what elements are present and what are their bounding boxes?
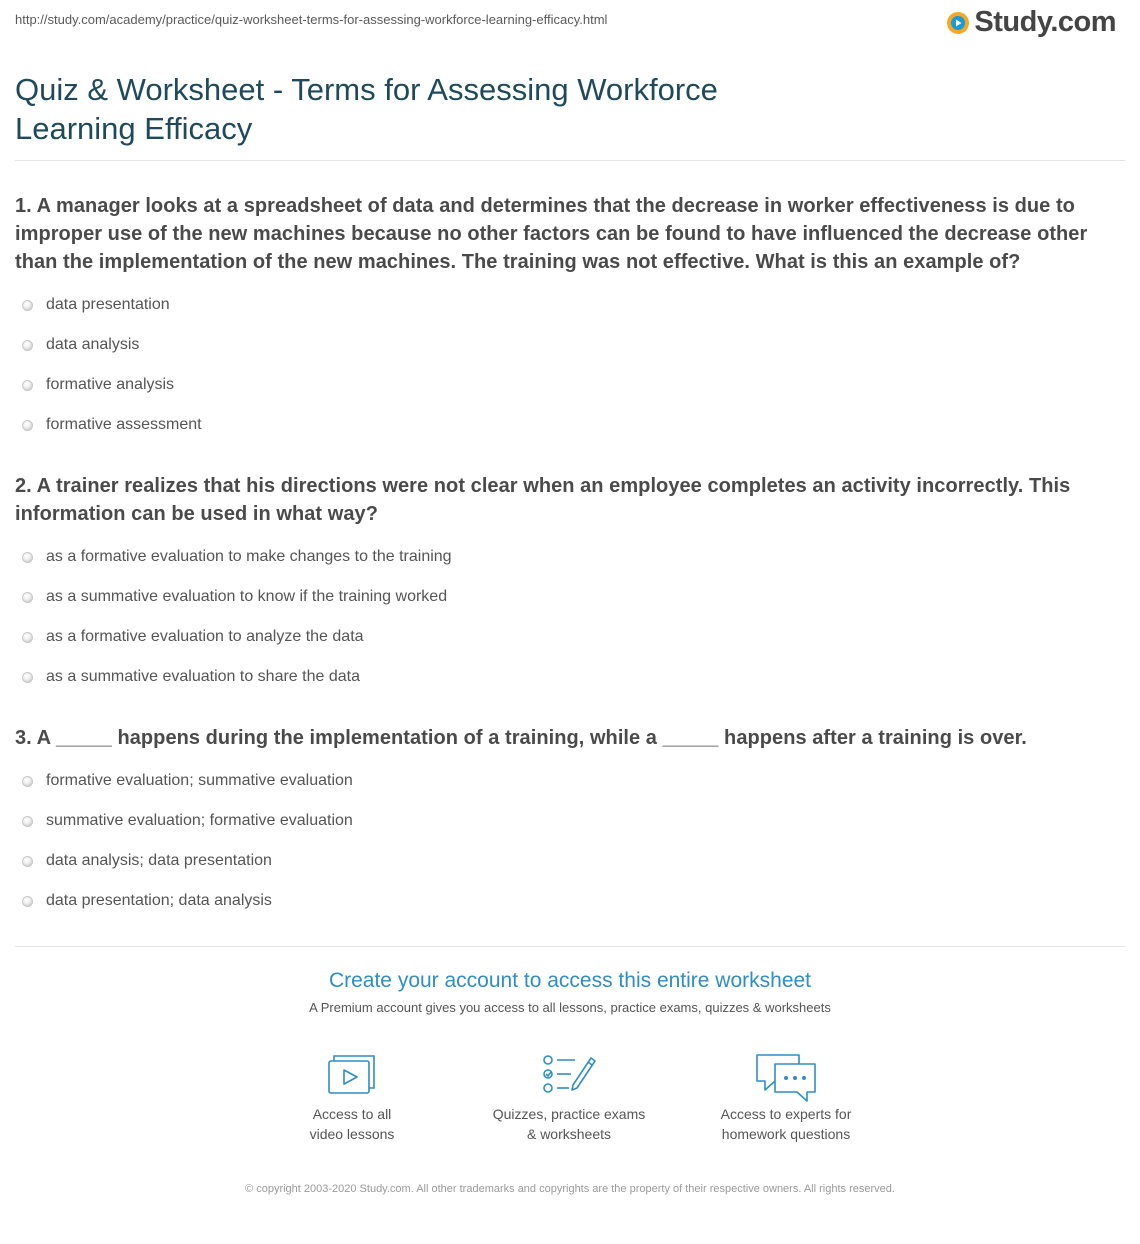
- feature-line: Quizzes, practice exams: [492, 1106, 646, 1122]
- answer-label: data analysis: [46, 336, 140, 353]
- answer-label: data presentation: [46, 296, 170, 313]
- answer-option[interactable]: [22, 334, 202, 374]
- feature-line: & worksheets: [526, 1126, 612, 1142]
- feature-line: homework questions: [721, 1126, 851, 1142]
- question-3: 3. A _____ happens during the implementation of a training, while a _____ happens after a training is over.: [15, 727, 1027, 749]
- radio-button[interactable]: [22, 672, 33, 683]
- answer-label: as a formative evaluation to make changes to the training: [46, 548, 452, 565]
- answer-option[interactable]: [22, 414, 202, 454]
- radio-button[interactable]: [22, 420, 33, 431]
- answer-label: as a summative evaluation to know if the training worked: [46, 588, 448, 605]
- feature-quizzes: [479, 1052, 659, 1144]
- answer-option[interactable]: [22, 810, 353, 850]
- answer-list-3: [22, 770, 353, 930]
- question-2: 2. A trainer realizes that his directions were not clear when an employee completes an activity incorrectly. This information can be used in what way?: [15, 475, 1071, 525]
- radio-button[interactable]: [22, 896, 33, 907]
- chat-bubbles-icon: [753, 1052, 819, 1102]
- radio-button[interactable]: [22, 552, 33, 563]
- logo-text-main: Study: [974, 6, 1051, 38]
- page-url: http://study.com/academy/practice/quiz-worksheet-terms-for-assessing-workforce-learning-efficacy.html: [15, 12, 608, 27]
- answer-option[interactable]: [22, 666, 452, 706]
- answer-label: as a summative evaluation to share the data: [46, 668, 360, 685]
- questions-divider: [15, 946, 1125, 947]
- answer-option[interactable]: [22, 770, 353, 810]
- answer-label: data analysis; data presentation: [46, 852, 272, 869]
- answer-label: data presentation; data analysis: [46, 892, 272, 909]
- radio-button[interactable]: [22, 340, 33, 351]
- feature-video-lessons: [262, 1052, 442, 1144]
- feature-line: Access to experts for: [720, 1106, 852, 1122]
- feature-line: video lessons: [309, 1126, 395, 1142]
- play-logo-icon: [946, 11, 970, 35]
- answer-label: formative assessment: [46, 416, 202, 433]
- top-bar: [0, 0, 1140, 50]
- question-1: 1. A manager looks at a spreadsheet of data and determines that the decrease in worker effectiveness is due to improper use of the new machines because no other factors can be found to have influenced the decrease other than the implementation of the new machines. The training was not effective. What is this an example of?: [15, 195, 1088, 273]
- radio-button[interactable]: [22, 300, 33, 311]
- radio-button[interactable]: [22, 816, 33, 827]
- answer-option[interactable]: [22, 546, 452, 586]
- create-account-link[interactable]: Create your account to access this entire worksheet: [328, 969, 812, 992]
- copyright-notice: © copyright 2003-2020 Study.com. All other trademarks and copyrights are the property of their respective owners. All rights reserved.: [245, 1183, 895, 1195]
- answer-list-2: [22, 546, 452, 706]
- answer-option[interactable]: [22, 586, 452, 626]
- feature-experts: [696, 1052, 876, 1144]
- answer-option[interactable]: [22, 374, 202, 414]
- radio-button[interactable]: [22, 632, 33, 643]
- answer-option[interactable]: [22, 850, 353, 890]
- video-lessons-icon: [326, 1052, 378, 1096]
- answer-label: summative evaluation; formative evaluation: [46, 812, 353, 829]
- feature-label: [262, 1104, 442, 1144]
- answer-label: formative analysis: [46, 376, 175, 393]
- feature-label: [479, 1104, 659, 1144]
- page-title: Quiz & Worksheet - Terms for Assessing Workforce Learning Efficacy: [15, 72, 718, 146]
- study-logo[interactable]: [946, 6, 1116, 39]
- answer-label: as a formative evaluation to analyze the data: [46, 628, 364, 645]
- premium-description: A Premium account gives you access to all lessons, practice exams, quizzes & worksheets: [309, 1000, 831, 1015]
- answer-option[interactable]: [22, 626, 452, 666]
- logo-text-suffix: .com: [1050, 6, 1116, 38]
- answer-list-1: [22, 294, 202, 454]
- answer-option[interactable]: [22, 294, 202, 334]
- radio-button[interactable]: [22, 776, 33, 787]
- title-divider: [15, 160, 1125, 161]
- radio-button[interactable]: [22, 380, 33, 391]
- answer-label: formative evaluation; summative evaluation: [46, 772, 353, 789]
- logo-text: [974, 6, 1116, 39]
- radio-button[interactable]: [22, 592, 33, 603]
- radio-button[interactable]: [22, 856, 33, 867]
- feature-label: [696, 1104, 876, 1144]
- answer-option[interactable]: [22, 890, 353, 930]
- feature-line: Access to all: [312, 1106, 392, 1122]
- quiz-checklist-icon: [541, 1052, 597, 1096]
